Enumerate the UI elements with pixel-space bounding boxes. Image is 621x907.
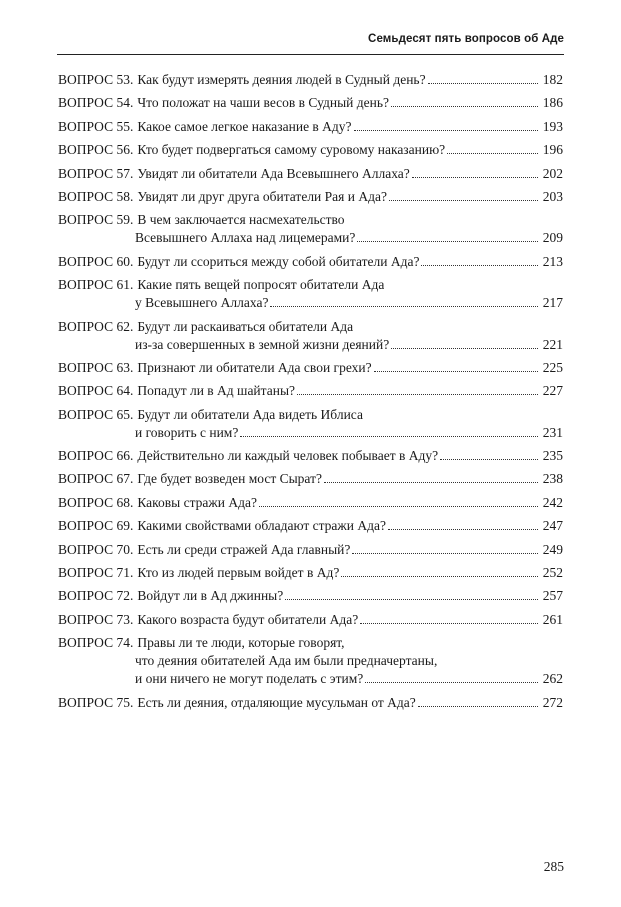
question-title: и они ничего не могут поделать с этим? xyxy=(135,671,364,687)
toc-entry xyxy=(58,587,563,605)
dot-leader xyxy=(285,599,538,600)
question-title: Какие пять вещей попросят обитатели Ада xyxy=(137,277,385,293)
page-reference: 249 xyxy=(542,541,563,557)
toc-entry-first-line xyxy=(58,694,563,712)
question-title: Действительно ли каждый человек побывает в Аду? xyxy=(137,448,439,464)
page-reference: 231 xyxy=(542,424,563,440)
toc-entry xyxy=(58,165,563,183)
dot-leader xyxy=(389,200,538,201)
page-reference: 182 xyxy=(542,72,563,87)
toc-entry-continuation-line xyxy=(58,670,563,688)
page-reference: 186 xyxy=(542,95,563,111)
page-reference: 257 xyxy=(542,588,563,604)
question-number: ВОПРОС 68. xyxy=(58,494,134,510)
question-title: Увидят ли друг друга обитатели Рая и Ада? xyxy=(137,188,387,204)
toc-entry-first-line xyxy=(58,564,563,582)
dot-leader xyxy=(259,506,538,507)
toc-entry-first-line xyxy=(58,211,563,229)
question-title: Есть ли среди стражей Ада главный? xyxy=(137,541,351,557)
dot-leader xyxy=(391,348,538,349)
toc-entry-first-line xyxy=(58,611,563,629)
page-reference: 193 xyxy=(542,118,563,134)
question-number: ВОПРОС 71. xyxy=(58,565,134,581)
question-title: Что положат на чаши весов в Судный день? xyxy=(137,95,389,111)
question-title: Кто будет подвергаться самому суровому наказанию? xyxy=(137,142,446,158)
toc-entry-first-line xyxy=(58,359,563,377)
page-reference: 209 xyxy=(542,230,563,246)
toc-entry xyxy=(58,611,563,629)
toc-entry-first-line xyxy=(58,141,563,159)
toc-entry-first-line xyxy=(58,634,563,652)
toc-entry xyxy=(58,359,563,377)
toc-entry-first-line xyxy=(58,318,563,336)
dot-leader xyxy=(354,130,538,131)
toc-entry xyxy=(58,564,563,582)
toc-entry xyxy=(58,694,563,712)
question-title: из-за совершенных в земной жизни деяний? xyxy=(135,336,390,352)
question-title: Всевышнего Аллаха над лицемерами? xyxy=(135,230,356,246)
question-number: ВОПРОС 61. xyxy=(58,277,134,293)
dot-leader xyxy=(357,241,538,242)
question-title: Увидят ли обитатели Ада Всевышнего Аллаха? xyxy=(137,165,410,181)
toc-entry xyxy=(58,447,563,465)
question-number: ВОПРОС 73. xyxy=(58,611,134,627)
toc-entry xyxy=(58,141,563,159)
question-title: Правы ли те люди, которые говорят, xyxy=(137,635,345,651)
page-reference: 203 xyxy=(542,188,563,204)
question-number: ВОПРОС 54. xyxy=(58,95,134,111)
toc-entry xyxy=(58,118,563,136)
toc-entry-continuation-line xyxy=(58,229,563,247)
question-title: В чем заключается насмехательство xyxy=(137,212,345,228)
page-reference: 242 xyxy=(542,494,563,510)
page-reference: 252 xyxy=(542,565,563,581)
toc-entry-first-line xyxy=(58,494,563,512)
dot-leader xyxy=(428,83,538,84)
question-number: ВОПРОС 67. xyxy=(58,471,134,487)
toc-entry xyxy=(58,188,563,206)
toc-entry-first-line xyxy=(58,71,563,89)
page-reference: 217 xyxy=(542,295,563,311)
question-title: Будут ли раскаиваться обитатели Ада xyxy=(137,318,354,334)
dot-leader xyxy=(418,706,538,707)
question-title: Какого возраста будут обитатели Ада? xyxy=(137,611,359,627)
question-number: ВОПРОС 69. xyxy=(58,518,134,534)
page-reference: 272 xyxy=(542,694,563,710)
toc-entry-first-line xyxy=(58,118,563,136)
toc-entry xyxy=(58,494,563,512)
dot-leader xyxy=(324,482,538,483)
question-number: ВОПРОС 70. xyxy=(58,541,134,557)
question-number: ВОПРОС 66. xyxy=(58,448,134,464)
page-reference: 261 xyxy=(542,611,563,627)
question-number: ВОПРОС 72. xyxy=(58,588,134,604)
dot-leader xyxy=(447,153,538,154)
question-number: ВОПРОС 55. xyxy=(58,118,134,134)
toc-entry-first-line xyxy=(58,541,563,559)
toc-entry-first-line xyxy=(58,406,563,424)
toc-entry-first-line xyxy=(58,165,563,183)
toc-entry xyxy=(58,406,563,442)
dot-leader xyxy=(391,106,538,107)
dot-leader xyxy=(412,177,538,178)
toc-entry xyxy=(58,94,563,112)
question-number: ВОПРОС 57. xyxy=(58,165,134,181)
toc-entry xyxy=(58,318,563,354)
toc-entry xyxy=(58,71,563,89)
question-title: Есть ли деяния, отдаляющие мусульман от Ада? xyxy=(137,694,416,710)
toc-entry-first-line xyxy=(58,94,563,112)
question-number: ВОПРОС 59. xyxy=(58,212,134,228)
question-title: Какими свойствами обладают стражи Ада? xyxy=(137,518,386,534)
toc-entry-first-line xyxy=(58,253,563,271)
toc-entry-first-line xyxy=(58,470,563,488)
page-reference: 225 xyxy=(542,359,563,375)
table-of-contents xyxy=(58,71,563,717)
question-title: Кто из людей первым войдет в Ад? xyxy=(137,565,340,581)
question-number: ВОПРОС 62. xyxy=(58,318,134,334)
question-number: ВОПРОС 60. xyxy=(58,253,134,269)
question-number: ВОПРОС 56. xyxy=(58,142,134,158)
page-number: 285 xyxy=(543,859,564,874)
toc-entry-first-line xyxy=(58,382,563,400)
question-number: ВОПРОС 64. xyxy=(58,383,134,399)
question-number: ВОПРОС 58. xyxy=(58,188,134,204)
toc-entry xyxy=(58,211,563,247)
toc-entry-first-line xyxy=(58,517,563,535)
question-title: и говорить с ним? xyxy=(135,424,239,440)
question-number: ВОПРОС 63. xyxy=(58,359,134,375)
question-title: Попадут ли в Ад шайтаны? xyxy=(137,383,296,399)
toc-entry-continuation-line xyxy=(58,336,563,354)
dot-leader xyxy=(440,459,538,460)
toc-entry-continuation-line xyxy=(58,652,563,670)
toc-entry xyxy=(58,382,563,400)
toc-entry xyxy=(58,634,563,688)
question-number: ВОПРОС 65. xyxy=(58,406,134,422)
header-rule xyxy=(57,54,564,55)
toc-entry-first-line xyxy=(58,276,563,294)
page-reference: 262 xyxy=(542,671,563,687)
page-reference: 235 xyxy=(542,448,563,464)
running-header-title: Семьдесят пять вопросов об Аде xyxy=(368,33,564,45)
question-title: Будут ли обитатели Ада видеть Иблиса xyxy=(137,406,363,422)
question-title: Как будут измерять деяния людей в Судный день? xyxy=(137,72,426,87)
toc-entry xyxy=(58,541,563,559)
question-title: Где будет возведен мост Сырат? xyxy=(137,471,322,487)
question-title: Каковы стражи Ада? xyxy=(137,494,257,510)
dot-leader xyxy=(297,394,538,395)
page-reference: 221 xyxy=(542,336,563,352)
toc-entry-first-line xyxy=(58,587,563,605)
dot-leader xyxy=(240,436,538,437)
question-title: Будут ли ссориться между собой обитатели Ада? xyxy=(137,253,420,269)
dot-leader xyxy=(374,371,538,372)
question-title: что деяния обитателей Ада им были предначертаны, xyxy=(135,653,438,669)
question-title: Войдут ли в Ад джинны? xyxy=(137,588,284,604)
question-title: Какое самое легкое наказание в Аду? xyxy=(137,118,352,134)
question-number: ВОПРОС 74. xyxy=(58,635,134,651)
question-title: у Всевышнего Аллаха? xyxy=(135,295,269,311)
dot-leader xyxy=(270,306,538,307)
page-reference: 196 xyxy=(542,142,563,158)
question-number: ВОПРОС 75. xyxy=(58,694,134,710)
dot-leader xyxy=(352,553,538,554)
toc-entry-continuation-line xyxy=(58,294,563,312)
dot-leader xyxy=(365,682,538,683)
question-number: ВОПРОС 53. xyxy=(58,72,134,87)
dot-leader xyxy=(388,529,538,530)
dot-leader xyxy=(341,576,538,577)
page-reference: 213 xyxy=(542,253,563,269)
question-title: Признают ли обитатели Ада свои грехи? xyxy=(137,359,372,375)
dot-leader xyxy=(421,265,538,266)
toc-entry-first-line xyxy=(58,447,563,465)
toc-entry-first-line xyxy=(58,188,563,206)
toc-entry-continuation-line xyxy=(58,424,563,442)
toc-entry xyxy=(58,517,563,535)
toc-entry xyxy=(58,253,563,271)
page-reference: 247 xyxy=(542,518,563,534)
dot-leader xyxy=(360,623,538,624)
page-reference: 202 xyxy=(542,165,563,181)
page-reference: 227 xyxy=(542,383,563,399)
page-reference: 238 xyxy=(542,471,563,487)
toc-entry xyxy=(58,276,563,312)
toc-entry xyxy=(58,470,563,488)
